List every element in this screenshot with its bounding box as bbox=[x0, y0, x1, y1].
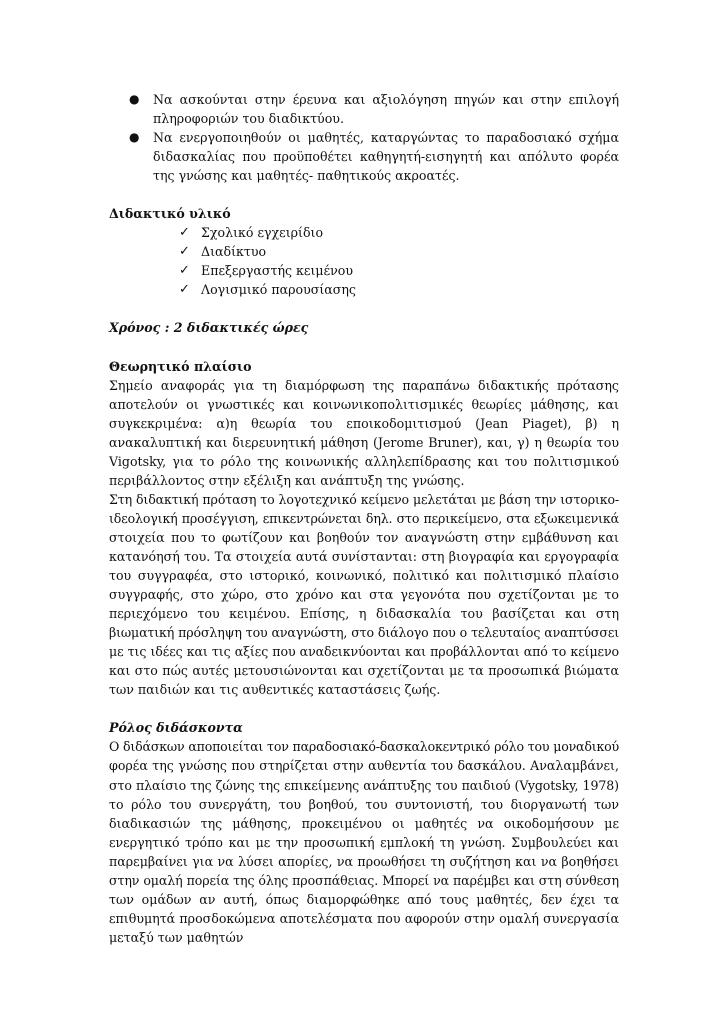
checklist-item-label: Διαδίκτυο bbox=[201, 244, 267, 260]
checkmark-icon: ✓ bbox=[179, 244, 190, 260]
text-line: με τις ιδέες και τις αξίες που αναδεικνύονται και προβάλλονται από το κείμενο bbox=[109, 644, 619, 660]
bullet-item bbox=[109, 128, 619, 185]
text-line: των ομάδων αν αυτή, όπως διαμορφώθηκε από τους μαθητές, δεν έχει τα bbox=[109, 891, 619, 907]
theory-paragraph bbox=[109, 376, 619, 700]
text-line: αποτελούν οι γνωστικές και κοινωνικοπολιτισμικές θεωρίες μάθησης, και bbox=[109, 396, 619, 412]
text-line: βιωματική πρόσληψη του αναγνώστη, στο διάλογο που ο τελευταίος αναπτύσσει bbox=[109, 625, 619, 641]
material-heading: Διδακτικό υλικό bbox=[109, 206, 231, 222]
text-line: διαδικασιών της μάθησης, προκειμένου οι μαθητές να οικοδομήσουν με bbox=[109, 815, 619, 831]
text-line: στο πλαίσιο της ζώνης της επικείμενης ανάπτυξης του παιδιού (Vygotsky, 1978) bbox=[109, 777, 619, 793]
text-line: Να ασκούνται στην έρευνα και αξιολόγηση πηγών και στην επιλογή bbox=[153, 92, 619, 107]
text-line: κατανόησή του. Τα στοιχεία αυτά συνίστανται: στη βιογραφία και εργογραφία bbox=[109, 548, 619, 564]
text-line: ενεργητικό τρόπο και με την προσωπική εμπλοκή τη γνώση. Συμβουλεύει και bbox=[109, 834, 619, 850]
text-line: των παιδιών και τις αυθεντικές καταστάσεις ζωής. bbox=[109, 682, 441, 698]
text-line: περιβάλλοντος στην εξέλιξη και ανάπτυξη της γνώσης. bbox=[109, 472, 465, 488]
checkmark-icon: ✓ bbox=[179, 225, 190, 241]
text-line: ανακαλυπτική και διερευνητική μάθηση (Jerome Bruner), και, γ) η θεωρία του bbox=[109, 434, 619, 450]
text-line: του συγγραφέα, στο ιστορικό, κοινωνικό, πολιτικό και πολιτισμικό πλαίσιο bbox=[109, 568, 619, 584]
checklist-item bbox=[109, 223, 619, 242]
text-line: περιεχόμενο του κειμένου. Επίσης, η διδασκαλία του βασίζεται και στη bbox=[109, 606, 619, 622]
role-paragraph bbox=[109, 737, 619, 947]
checklist-item bbox=[109, 242, 619, 261]
text-line: της γνώσης και μαθητές- παθητικούς ακροατές. bbox=[153, 168, 460, 184]
text-line: πληροφοριών του διαδικτύου. bbox=[153, 111, 344, 127]
checklist-item-label: Σχολικό εγχειρίδιο bbox=[201, 225, 324, 241]
theory-heading: Θεωρητικό πλαίσιο bbox=[109, 358, 252, 374]
role-heading: Ρόλος διδάσκοντα bbox=[109, 720, 243, 736]
text-line: συγκεκριμένα: α)η θεωρία του εποικοδομιτισμού (Jean Piaget), β) η bbox=[109, 415, 619, 431]
checklist-item-label: Λογισμικό παρουσίασης bbox=[201, 282, 356, 298]
text-line: Στη διδακτική πρόταση το λογοτεχνικό κείμενο μελετάται με βάση την ιστορικο- bbox=[109, 491, 619, 507]
text-line: Σημείο αναφοράς για τη διαμόρφωση της παραπάνω διδακτικής πρότασης bbox=[109, 377, 619, 393]
text-line: στην ομαλή πορεία της όλης προσπάθειας. Μπορεί να παρέμβει και στη σύνθεση bbox=[109, 872, 619, 888]
checkmark-icon: ✓ bbox=[179, 263, 190, 279]
bullet-item bbox=[109, 90, 619, 128]
text-line: παρεμβαίνει για να λύσει απορίες, να προωθήσει τη συζήτηση και να βοηθήσει bbox=[109, 853, 619, 869]
text-line: και στο πώς αυτές μετουσιώνονται και σχετίζονται με τα προσωπικά βιώματα bbox=[109, 663, 619, 679]
checklist-item bbox=[109, 280, 619, 299]
text-line: Ο διδάσκων αποποιείται τον παραδοσιακό-δασκαλοκεντρικό ρόλο του μοναδικού bbox=[109, 739, 619, 755]
objectives-bullet-list bbox=[109, 90, 619, 185]
bullet-icon: ● bbox=[129, 130, 140, 145]
text-line: στοιχεία που το φωτίζουν και βοηθούν τον αναγνώστη στην εμβάθυνση και bbox=[109, 529, 619, 545]
checkmark-icon: ✓ bbox=[179, 282, 190, 298]
bullet-icon: ● bbox=[129, 92, 140, 106]
text-line: φορέα της γνώσης που στηρίζεται στην αυθεντία του δασκάλου. Αναλαμβάνει, bbox=[109, 758, 619, 774]
checklist-item-label: Επεξεργαστής κειμένου bbox=[201, 263, 353, 279]
text-line: συγγραφής, στο χώρο, στο χρόνο και στα γεγονότα που σχετίζονται με το bbox=[109, 587, 619, 603]
time-heading: Χρόνος : 2 διδακτικές ώρες bbox=[109, 320, 309, 336]
text-line: Vigotsky, για το ρόλο της κοινωνικής αλληλεπίδρασης και του πολιτισμικού bbox=[109, 453, 619, 469]
text-line: διδασκαλίας που προϋποθέτει καθηγητή-εισηγητή και απόλυτο φορέα bbox=[153, 149, 619, 165]
text-line: Να ενεργοποιηθούν οι μαθητές, καταργώντας το παραδοσιακό σχήμα bbox=[153, 130, 619, 146]
document-page bbox=[109, 90, 619, 947]
material-checklist bbox=[109, 223, 619, 299]
checklist-item bbox=[109, 261, 619, 280]
text-line: το ρόλο του συνεργάτη, του βοηθού, του συντονιστή, του διοργανωτή των bbox=[109, 796, 619, 812]
text-line: μεταξύ των μαθητών bbox=[109, 929, 244, 945]
text-line: ιδεολογική προσέγγιση, επικεντρώνεται δηλ. στο περικείμενο, στα εξωκειμενικά bbox=[109, 510, 619, 526]
text-line: επιθυμητά προσδοκώμενα αποτελέσματα που αφορούν στην ομαλή συνεργασία bbox=[109, 910, 619, 926]
